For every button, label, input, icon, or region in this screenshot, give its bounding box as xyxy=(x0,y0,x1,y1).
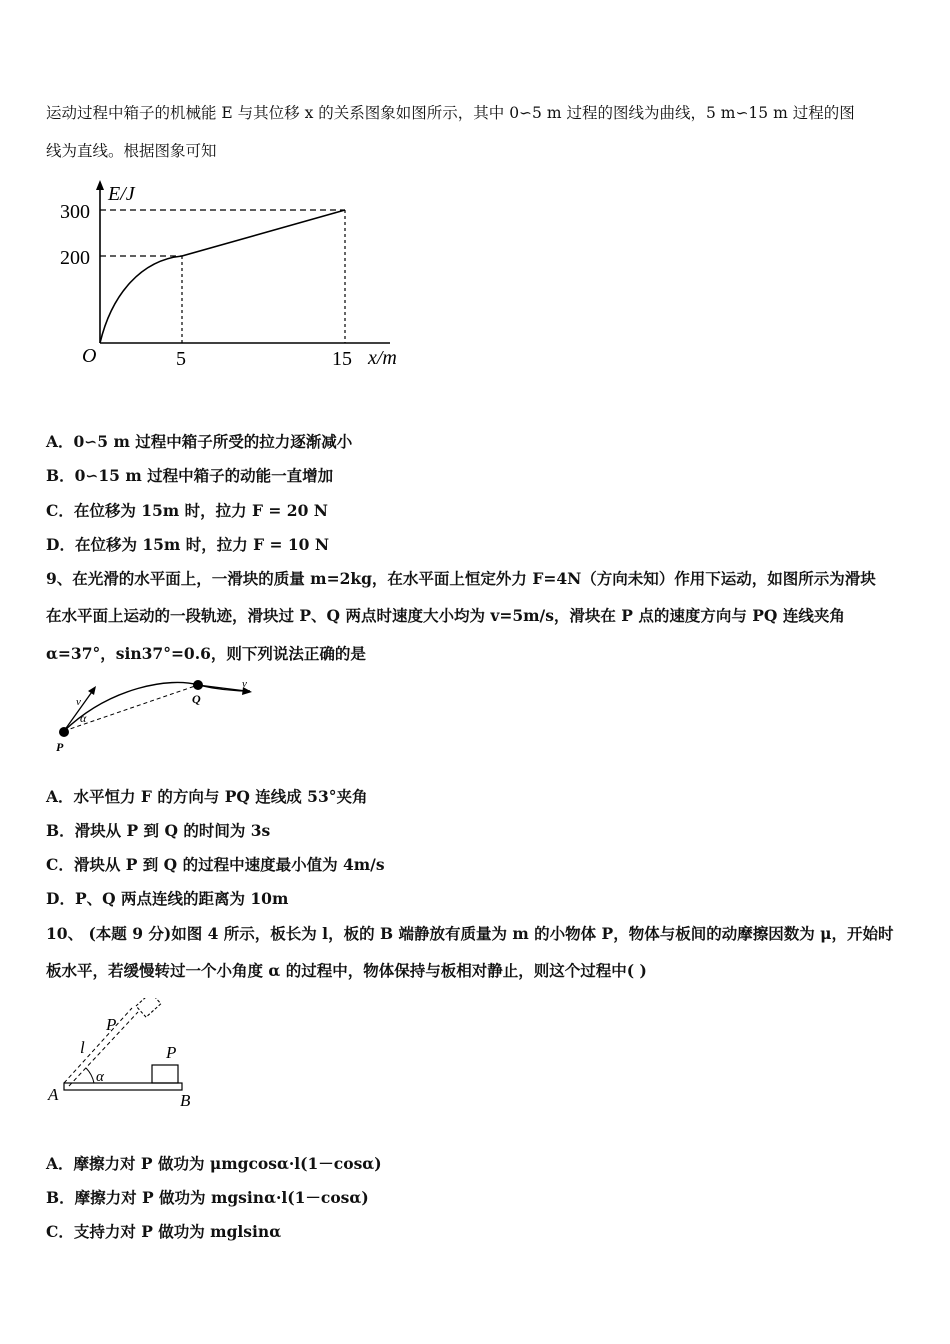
x-axis-label: x/m xyxy=(368,347,397,369)
q8-option-c: C．在位移为 15m 时，拉力 F = 20 N xyxy=(46,501,328,520)
label-p-top: P xyxy=(106,1015,117,1034)
label-l: l xyxy=(80,1038,85,1057)
label-v-at-q: v xyxy=(242,678,247,690)
origin-label: O xyxy=(82,345,97,367)
label-alpha: α xyxy=(80,711,87,725)
q10-option-c: C．支持力对 P 做功为 mglsinα xyxy=(46,1222,282,1241)
label-a: A xyxy=(48,1085,59,1104)
q8-option-a: A．0∽5 m 过程中箱子所受的拉力逐渐减小 xyxy=(46,432,353,451)
q9-stem-line-3: α=37°，sin37°=0.6，则下列说法正确的是 xyxy=(46,644,366,663)
y-tick-300: 300 xyxy=(60,201,90,223)
q8-option-b: B．0∽15 m 过程中箱子的动能一直增加 xyxy=(46,466,334,485)
y-axis-label: E/J xyxy=(108,183,135,205)
q10-stem-line-1: 10、 (本题 9 分)如图 4 所示，板长为 l，板的 B 端静放有质量为 m 的小物体 P，物体与板间的动摩擦因数为 μ，开始时 xyxy=(46,924,894,943)
label-p: P xyxy=(56,740,64,754)
y-tick-200: 200 xyxy=(60,247,90,269)
q9-stem-line-1: 9、在光滑的水平面上，一滑块的质量 m=2kg，在水平面上恒定外力 F=4N（方向未知）作用下运动，如图所示为滑块 xyxy=(46,569,876,588)
x-tick-15: 15 xyxy=(332,348,352,370)
intro-line-1: 运动过程中箱子的机械能 E 与其位移 x 的关系图象如图所示，其中 0∽5 m 过程的图线为曲线，5 m∽15 m 过程的图 xyxy=(46,104,855,122)
label-q: Q xyxy=(192,692,201,706)
label-p-right: P xyxy=(166,1043,177,1062)
inclined-board-figure xyxy=(44,998,204,1113)
label-v-at-p: v xyxy=(76,696,81,708)
q8-option-d: D．在位移为 15m 时，拉力 F = 10 N xyxy=(46,535,330,554)
intro-line-2: 线为直线。根据图象可知 xyxy=(46,142,217,160)
q10-option-a: A．摩擦力对 P 做功为 μmgcosα·l(1－cosα) xyxy=(46,1154,382,1173)
label-b: B xyxy=(180,1091,191,1110)
q9-option-d: D．P、Q 两点连线的距离为 10m xyxy=(46,889,289,908)
energy-displacement-graph xyxy=(50,178,420,378)
q9-stem-line-2: 在水平面上运动的一段轨迹，滑块过 P、Q 两点时速度大小均为 v=5m/s，滑块在 P 点的速度方向与 PQ 连线夹角 xyxy=(46,606,845,625)
trajectory-figure xyxy=(50,675,270,760)
q10-stem-line-2: 板水平，若缓慢转过一个小角度 α 的过程中，物体保持与板相对静止，则这个过程中( ) xyxy=(46,961,647,980)
label-alpha: α xyxy=(96,1069,104,1085)
q10-option-b: B．摩擦力对 P 做功为 mgsinα·l(1－cosα) xyxy=(46,1188,369,1207)
q9-option-b: B．滑块从 P 到 Q 的时间为 3s xyxy=(46,821,271,840)
q9-option-c: C．滑块从 P 到 Q 的过程中速度最小值为 4m/s xyxy=(46,855,385,874)
x-tick-5: 5 xyxy=(176,348,186,370)
q9-option-a: A．水平恒力 F 的方向与 PQ 连线成 53°夹角 xyxy=(46,787,368,806)
